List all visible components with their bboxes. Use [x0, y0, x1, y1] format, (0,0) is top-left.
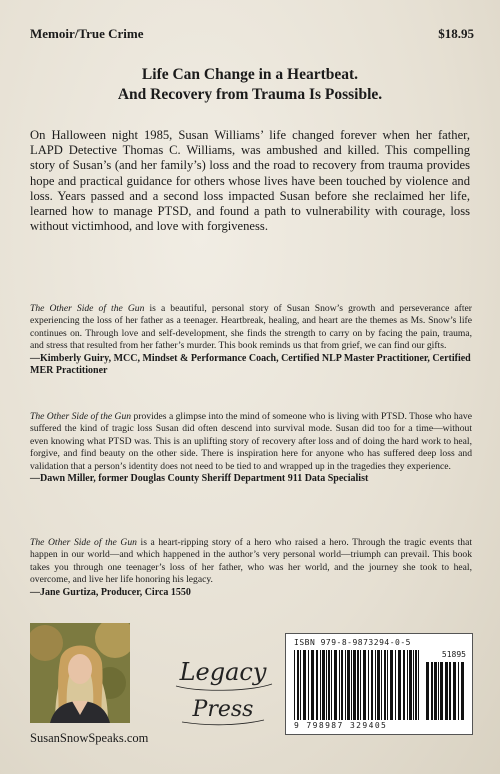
barcode-bar — [413, 650, 414, 720]
review-1-body — [30, 303, 472, 353]
review-2-book-title: The Other Side of the Gun — [30, 411, 132, 422]
logo-line-2: Press — [192, 697, 254, 722]
barcode-bar — [363, 650, 366, 720]
barcode-bar — [445, 662, 448, 720]
barcode-bar — [308, 650, 309, 720]
barcode-bar — [294, 650, 295, 720]
barcode-bar — [322, 650, 325, 720]
review-1-book-title: The Other Side of the Gun — [30, 303, 145, 314]
barcode-bar — [403, 650, 405, 720]
barcode-bar — [328, 650, 330, 720]
addon-digits: 51895 — [441, 650, 466, 659]
barcode-bar — [320, 650, 321, 720]
barcode-bars — [294, 650, 422, 720]
review-1-text: is a beautiful, personal story of Susan Snow’s growth and perseverance after experiencing the loss of her father as a teenager. Heartbreak, healing, and heart are the themes as Ms. Snow’s life continues on. Through love and self-development, she finds the strength to carry on by facing the pain, trauma, and stress that resulted from her father’s murder. This book reminds us that from grief, we can find our gifts. — [30, 303, 472, 352]
barcode-bar — [334, 650, 337, 720]
headline-line-2: And Recovery from Trauma Is Possible. — [117, 86, 383, 103]
author-photo — [30, 623, 130, 723]
barcode-bar — [407, 650, 408, 720]
review-3 — [30, 537, 472, 599]
review-2-text: provides a glimpse into the mind of someone who is living with PTSD. Those who have suffered the kind of tragic loss Susan did often descend into survival mode. Susan did too for a time—without even knowing what PTSD was. This is an uplifting story of recovery after loss and of doing the hard work to heal, forgive, and find beauty on the other side. There is inspiration here for anyone who has suffered deep loss and validation that a person’s identity does not need to be tied to and wrapped up in the tragedies they experience. — [30, 411, 472, 472]
headline-line-1: Life Can Change in a Heartbeat. — [141, 66, 359, 83]
barcode-digits: 9 798987 329405 — [294, 721, 388, 730]
review-3-text: is a heart-ripping story of a hero who raised a hero. Through the tragic events that happen in our world—and which happened in the author’s very personal world—triumph can prevail. This book takes you through one teenager’s loss of her father, who was her world, and the journey she took to heal, overcome, and live her life honoring his legacy. — [30, 537, 472, 586]
review-2 — [30, 411, 472, 486]
barcode-bar — [431, 662, 433, 720]
barcode-bar — [434, 662, 437, 720]
barcode-bar — [381, 650, 382, 720]
barcode-bar — [387, 650, 388, 720]
barcode-bar — [345, 650, 346, 720]
review-2-attribution: —Dawn Miller, former Douglas County Sheriff Department 911 Data Specialist — [30, 473, 369, 485]
barcode-bar — [377, 650, 380, 720]
price-label: $18.95 — [438, 26, 474, 41]
barcode-bar — [438, 662, 439, 720]
barcode-bar — [351, 650, 352, 720]
barcode-bar — [390, 650, 393, 720]
barcode-bar — [398, 650, 401, 720]
barcode-bar — [384, 650, 386, 720]
headline — [0, 65, 500, 105]
barcode-bar — [426, 662, 429, 720]
barcode-bar — [300, 650, 301, 720]
intro-paragraph: On Halloween night 1985, Susan Williams’ life changed forever when her father, LAPD Detective Thomas C. Williams, was ambushed and killed. This compelling story of Susan’s (and her family’s) loss and the road to recovery from trauma provides hope and practical guidance for others whose lives have been touched by violence and loss. Years passed and a second loss impacted Susan before she reclaimed her life, learned how to manage PTSD, and found a path to vulnerability with courage, loss without victimhood, and love with forgiveness. — [30, 128, 470, 234]
barcode-bar — [453, 662, 456, 720]
logo-line-1: Legacy — [179, 658, 267, 686]
barcode-bar — [371, 650, 373, 720]
publisher-logo — [168, 640, 278, 740]
review-3-attribution: —Jane Gurtiza, Producer, Circa 1550 — [30, 586, 191, 598]
author-photo-image — [30, 623, 130, 723]
barcode-bar — [458, 662, 459, 720]
barcode-bar — [331, 650, 332, 720]
barcode-bar — [415, 650, 417, 720]
addon-barcode-bars — [426, 662, 466, 720]
review-1-attribution: —Kimberly Guiry, MCC, Mindset & Performance Coach, Certified NLP Master Practitioner, Certified MER Practitioner — [30, 352, 471, 377]
barcode-bar — [357, 650, 359, 720]
barcode-bar — [360, 650, 361, 720]
barcode-bar — [409, 650, 412, 720]
barcode-bar — [303, 650, 306, 720]
barcode-bar — [461, 662, 464, 720]
barcode-bar — [311, 650, 314, 720]
barcode-bar — [368, 650, 369, 720]
barcode-bar — [375, 650, 376, 720]
review-3-book-title: The Other Side of the Gun — [30, 537, 137, 548]
review-3-body — [30, 537, 472, 587]
barcode-bar — [341, 650, 343, 720]
genre-label: Memoir/True Crime — [30, 26, 144, 41]
review-1 — [30, 303, 472, 378]
barcode-bar — [418, 650, 419, 720]
isbn-barcode — [285, 633, 473, 735]
author-website: SusanSnowSpeaks.com — [30, 731, 149, 745]
barcode-bar — [339, 650, 340, 720]
barcode-bar — [395, 650, 396, 720]
barcode-bar — [326, 650, 327, 720]
barcode-bar — [440, 662, 443, 720]
barcode-bar — [347, 650, 350, 720]
barcode-bar — [449, 662, 451, 720]
top-bar — [30, 26, 474, 42]
isbn-text: ISBN 979-8-9873294-0-5 — [294, 638, 411, 647]
barcode-bar — [316, 650, 318, 720]
barcode-bar — [297, 650, 299, 720]
barcode-bar — [353, 650, 356, 720]
review-2-body — [30, 411, 472, 473]
